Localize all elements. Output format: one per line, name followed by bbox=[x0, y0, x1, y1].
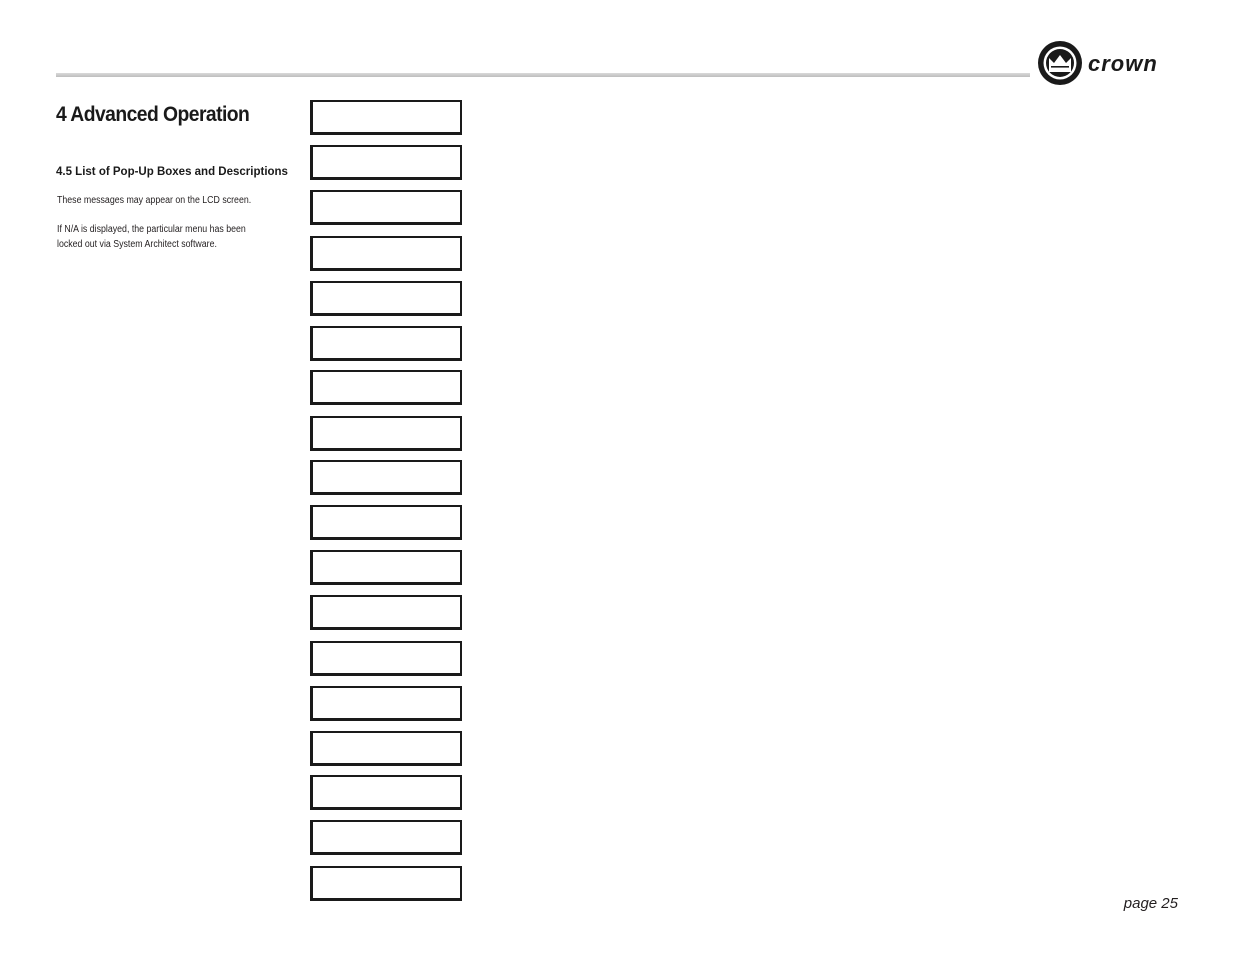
lcd-popup-box bbox=[310, 731, 462, 766]
header-rule bbox=[56, 73, 1030, 77]
lcd-popup-box bbox=[310, 100, 462, 135]
crown-logo bbox=[1036, 38, 1186, 90]
lcd-popup-box bbox=[310, 460, 462, 495]
subsection-title: 4.5 List of Pop-Up Boxes and Descriptions bbox=[56, 166, 288, 178]
lcd-popup-box bbox=[310, 505, 462, 540]
page-number: page 25 bbox=[1123, 895, 1178, 912]
lcd-popup-box bbox=[310, 145, 462, 180]
lcd-popup-box bbox=[310, 416, 462, 451]
lcd-popup-box bbox=[310, 550, 462, 585]
crown-logo-icon bbox=[1036, 38, 1186, 90]
lcd-popup-box bbox=[310, 190, 462, 225]
lcd-popup-box bbox=[310, 281, 462, 316]
lcd-popup-box bbox=[310, 820, 462, 855]
lcd-popup-box bbox=[310, 866, 462, 901]
section-title: 4 Advanced Operation bbox=[56, 103, 250, 126]
lcd-popup-box bbox=[310, 775, 462, 810]
na-note-paragraph: If N/A is displayed, the particular menu has been locked out via System Architect software. bbox=[57, 224, 246, 250]
lcd-popup-box bbox=[310, 370, 462, 405]
lcd-popup-box bbox=[310, 595, 462, 630]
intro-paragraph: These messages may appear on the LCD screen. bbox=[57, 195, 252, 206]
crown-logo-wordmark: crown bbox=[1088, 51, 1158, 76]
lcd-popup-box bbox=[310, 641, 462, 676]
lcd-popup-box bbox=[310, 326, 462, 361]
lcd-popup-box bbox=[310, 236, 462, 271]
lcd-popup-box bbox=[310, 686, 462, 721]
